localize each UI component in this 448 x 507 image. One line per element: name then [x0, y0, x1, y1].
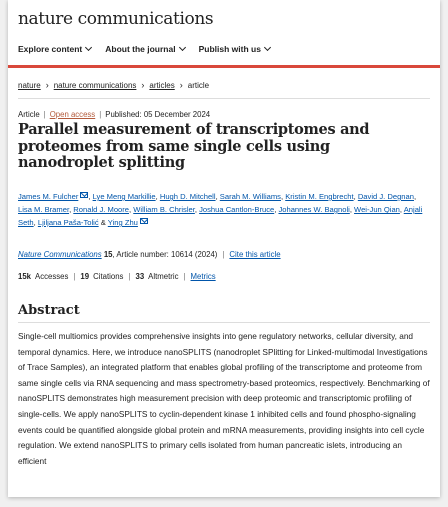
author-link[interactable]: Hugh D. Mitchell [159, 192, 216, 201]
email-icon[interactable] [140, 218, 148, 224]
chevron-right-icon: › [179, 80, 183, 90]
journal-link[interactable]: Nature Communications [18, 250, 102, 259]
nav-label: Publish with us [198, 44, 261, 54]
published-date: Published: 05 December 2024 [105, 110, 211, 119]
article-number: , Article number: 10614 (2024) [112, 250, 218, 259]
author-link[interactable]: Ying Zhu [107, 218, 138, 227]
article-title: Parallel measurement of transcriptomes and proteomes from same single cells using nanodroplet splitting [18, 121, 370, 171]
separator: | [73, 272, 76, 281]
chevron-right-icon: › [45, 80, 49, 90]
author-link[interactable]: Lisa M. Bramer [18, 205, 70, 214]
abstract-heading: Abstract [18, 303, 80, 318]
breadcrumb-nature[interactable]: nature [18, 80, 41, 90]
article-meta [18, 110, 210, 119]
accesses-label: Accesses [35, 272, 69, 281]
author-link[interactable]: Ljiljana Paša-Tolić [37, 218, 99, 227]
breadcrumb-articles[interactable]: articles [149, 80, 175, 90]
breadcrumb [18, 80, 209, 90]
separator: | [99, 110, 102, 119]
nav-label: About the journal [105, 44, 176, 54]
author-link[interactable]: Anjali Seth [18, 205, 423, 227]
author-link[interactable]: Joshua Cantlon-Bruce [199, 205, 275, 214]
author-link[interactable]: James M. Fulcher [18, 192, 79, 201]
breadcrumb-nature-communications[interactable]: nature communications [53, 80, 137, 90]
metrics-link[interactable]: Metrics [190, 272, 216, 281]
author-link[interactable]: Johannes W. Bagnoli [278, 205, 350, 214]
author-link[interactable]: Lye Meng Markillie [92, 192, 156, 201]
cite-this-article-link[interactable]: Cite this article [229, 250, 281, 259]
chevron-down-icon [264, 44, 271, 51]
author-link[interactable]: Ronald J. Moore [73, 205, 130, 214]
author-link[interactable]: David J. Degnan [357, 192, 414, 201]
email-icon[interactable] [80, 192, 88, 198]
accesses-count: 15k [18, 272, 32, 281]
nav-about-journal[interactable] [105, 44, 184, 54]
citations-label: Citations [93, 272, 124, 281]
separator: | [222, 250, 225, 259]
abstract-text: Single-cell multiomics provides comprehensive insights into gene regulatory networks, cellular diversity, and temporal dynamics. Here, we introduce nanoSPLITS (nanodroplet SPlitting for Linked-multimodal Investigations of Trace Samples), an integrated platform that enables global profiling of the transcriptome and proteome from same single cells via RNA sequencing and mass spectrometry-based proteomics, respectively. Benchmarking of nanoSPLITS demonstrates high measurement precision with deep proteomic and transcriptomic profiling of single-cells. We apply nanoSPLITS to cyclin-dependent kinase 1 inhibited cells and found phospho-signaling events could be quantified alongside global protein and mRNA measurements, providing insights into cell cycle regulation. We extend nanoSPLITS to primary cells isolated from human pancreatic islets, introducing an efficient [18, 331, 430, 466]
accent-divider [8, 65, 440, 68]
nav-publish-with-us[interactable] [199, 44, 270, 54]
divider [18, 322, 430, 323]
nav-explore-content[interactable] [18, 44, 91, 54]
article-metrics [18, 272, 216, 281]
article-type: Article [18, 110, 40, 119]
altmetric-count: 33 [135, 272, 145, 281]
separator: | [183, 272, 186, 281]
chevron-down-icon [85, 44, 92, 51]
citation-line [18, 250, 281, 259]
volume: 15 [103, 250, 113, 259]
main-nav [18, 44, 284, 54]
chevron-right-icon: › [141, 80, 145, 90]
author-link[interactable]: Kristin M. Engbrecht [285, 192, 354, 201]
chevron-down-icon [179, 44, 186, 51]
article-page [8, 0, 440, 497]
author-link[interactable]: William B. Chrisler [133, 205, 195, 214]
separator: | [43, 110, 46, 119]
nav-label: Explore content [18, 44, 83, 54]
separator: | [128, 272, 131, 281]
breadcrumb-current: article [187, 80, 210, 90]
open-access-link[interactable]: Open access [49, 110, 96, 119]
author-link[interactable]: Wei-Jun Qian [354, 205, 400, 214]
divider [18, 98, 430, 99]
author-list: James M. Fulcher , Lye Meng Markillie, Hugh D. Mitchell, Sarah M. Williams, Kristin M. Engbrecht, David J. Degnan, Lisa M. Bramer, Ronald J. Moore, William B. Chrisler, Joshua Cantlon-Bruce, Johannes W. Bagnoli, Wei-Jun Qian, Anjali Seth, Ljiljana Paša-Tolić & Ying Zhu [18, 192, 423, 227]
site-logo[interactable]: nature communications [18, 9, 214, 29]
author-link[interactable]: Sarah M. Williams [219, 192, 281, 201]
altmetric-label: Altmetric [148, 272, 179, 281]
citations-count: 19 [80, 272, 90, 281]
